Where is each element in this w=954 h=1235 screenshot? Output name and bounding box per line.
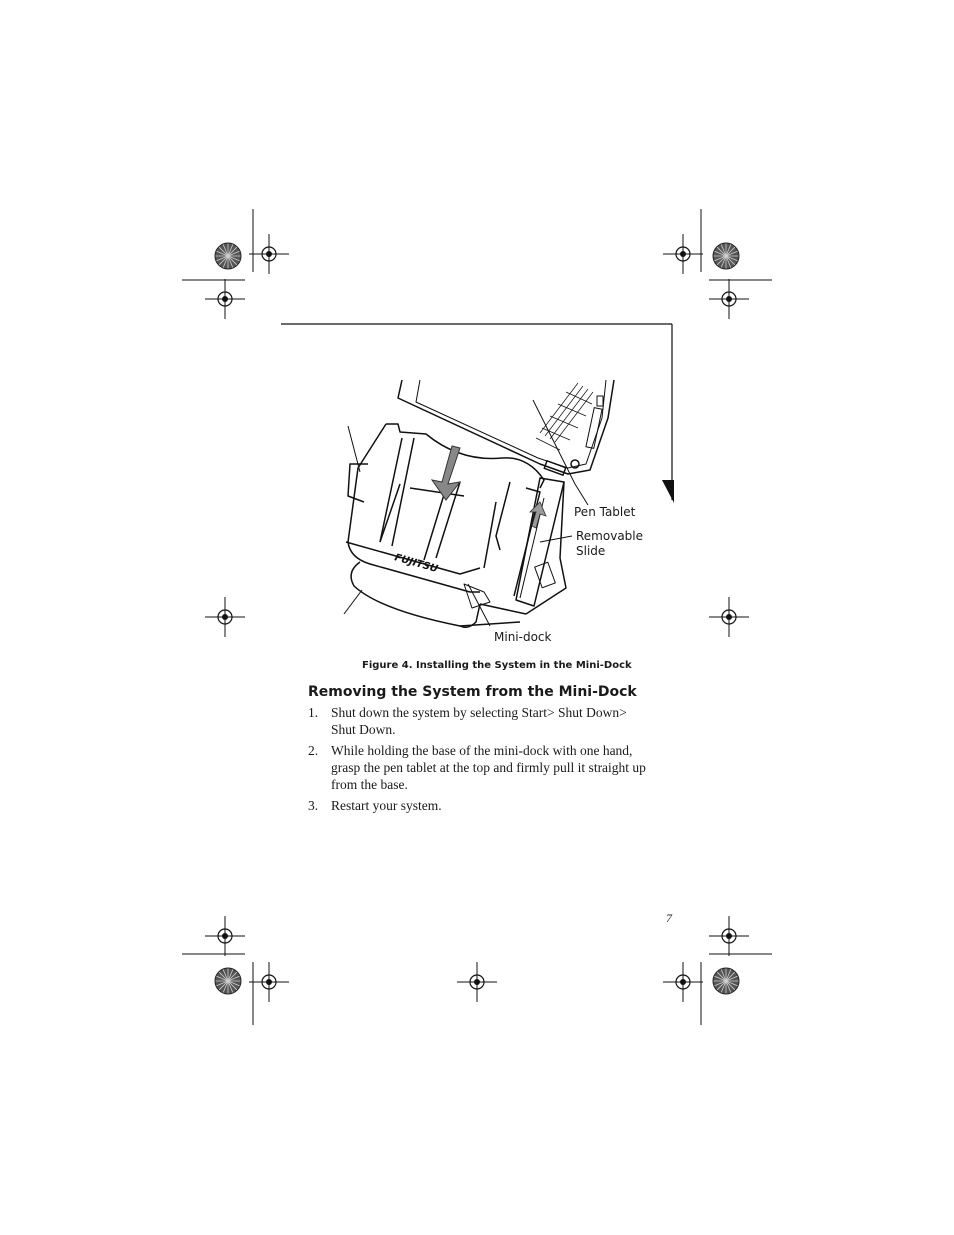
section-heading: Removing the System from the Mini-Dock — [308, 684, 637, 700]
step-item — [308, 742, 653, 793]
mini-dock-label: Mini-dock — [494, 630, 552, 644]
pen-tablet-label: Pen Tablet — [574, 505, 636, 519]
fujitsu-logo: FUJITSU — [393, 552, 440, 576]
figure-caption: Figure 4. Installing the System in the Mini-Dock — [362, 660, 632, 671]
step-item — [308, 797, 653, 814]
removable-slide-label-line2: Slide — [576, 544, 606, 558]
step-text: Restart your system. — [331, 798, 442, 813]
step-text: Shut down the system by selecting Start> Shut Down> Shut Down. — [331, 705, 627, 737]
step-number: 2. — [308, 743, 319, 758]
step-number: 1. — [308, 705, 319, 720]
step-item — [308, 704, 653, 738]
step-number: 3. — [308, 798, 319, 813]
removable-slide-label-line1: Removable — [576, 529, 644, 543]
page-number: 7 — [666, 911, 672, 925]
step-text: While holding the base of the mini-dock with one hand, grasp the pen tablet at the top and firmly pull it straight up from the base. — [331, 743, 646, 792]
steps-list — [308, 704, 653, 818]
